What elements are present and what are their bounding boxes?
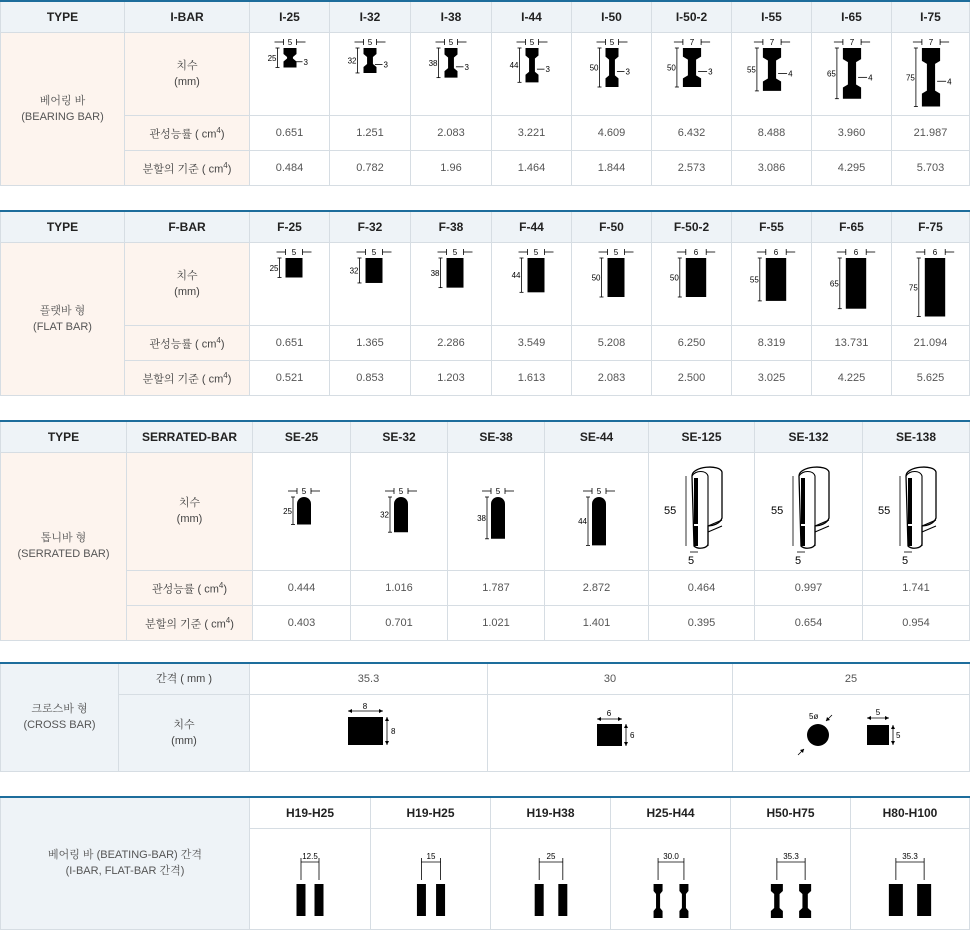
width-label: 5 [613, 247, 618, 257]
power: 4 [218, 580, 224, 590]
category-name-ko: 베어링 바 [39, 94, 86, 107]
cross-bar-table [0, 662, 970, 772]
moment-value: 13.731 [812, 325, 892, 360]
model-header: I-38 [411, 1, 492, 32]
section-value: 1.203 [411, 360, 492, 395]
moment-value: 3.549 [492, 325, 572, 360]
width-label: 5 [495, 487, 501, 496]
model-header: I-55 [732, 1, 812, 32]
diameter-label: 5ø [809, 711, 819, 721]
serrated-bar-diagram [351, 452, 448, 570]
category-name-en: (FLAT BAR) [33, 320, 92, 333]
height-label: 44 [577, 517, 587, 527]
bearing-bar-section [679, 884, 688, 918]
height-label: 32 [349, 265, 359, 275]
height-label: 38 [428, 58, 438, 68]
width-label: 5 [291, 247, 296, 257]
fbar-diagram [572, 242, 652, 325]
dimension-label [125, 32, 250, 115]
serrated-bar-shape [297, 497, 311, 525]
pitch-label: 35.3 [902, 851, 918, 861]
cross-bar-diagram [250, 694, 488, 771]
model-header: F-55 [732, 211, 812, 242]
category-name-ko: 베어링 바 (BEATING-BAR) 간격 [47, 849, 202, 862]
width-label: 5 [448, 37, 454, 47]
moment-value: 1.251 [330, 115, 411, 150]
i-bar-table [0, 0, 970, 186]
section-value: 2.573 [652, 150, 732, 185]
width-label: 5 [609, 37, 614, 47]
spacing-diagram [731, 828, 851, 929]
serrated-notch [815, 526, 829, 532]
category-label [1, 452, 127, 640]
model-header: SE-138 [863, 421, 970, 452]
moment-label-text: 관성능률 ( cm [151, 583, 219, 596]
ibar-diagram [492, 32, 572, 115]
height-label: 55 [878, 505, 891, 517]
category-label [1, 663, 119, 771]
dimension-label-text: 치수 [176, 269, 198, 282]
i-bar-shape [364, 48, 377, 73]
power: 4 [216, 125, 221, 135]
width-label: 6 [853, 247, 858, 257]
section-label-text: 분할의 기준 ( cm [142, 373, 224, 386]
round-and-square-bar [791, 703, 911, 763]
height-label: 75 [905, 72, 915, 82]
dimension-label [127, 452, 253, 570]
serrated-bar-table [0, 420, 970, 641]
height-label: 44 [509, 60, 518, 70]
section-label-text: 분할의 기준 ( cm [145, 618, 226, 631]
gap-label: 간격 ( mm ) [119, 663, 250, 694]
dimension-unit: (mm) [174, 285, 200, 298]
moment-value: 0.997 [755, 570, 863, 605]
section-value: 1.464 [492, 150, 572, 185]
serrated-notch [708, 526, 722, 532]
ibar-diagram [812, 32, 892, 115]
width-label: 5 [596, 487, 601, 496]
height-label: 38 [430, 268, 440, 278]
spacing-diagram [611, 828, 731, 929]
bar-type-name: I-BAR [125, 1, 250, 32]
moment-value: 3.221 [492, 115, 572, 150]
bearing-bar-section [770, 884, 782, 918]
serrated-bar-diagram [253, 452, 351, 570]
moment-value: 2.083 [411, 115, 492, 150]
section-label: 분할의 기준 ( $cm^4$) [127, 605, 253, 640]
section-label: 분할의 기준 ( $cm^4$) [125, 360, 250, 395]
width-label: 7 [769, 37, 774, 47]
bearing-bar-section [297, 884, 306, 916]
type-header: TYPE [1, 1, 125, 32]
serrated-bar-3d-diagram [863, 452, 970, 570]
height-label: 65 [829, 278, 839, 288]
spacing-diagram [371, 828, 491, 929]
height-label: 32 [380, 510, 389, 520]
height-label: 75 [908, 282, 918, 292]
i-bar-shape [283, 48, 296, 68]
model-header: H50-H75 [731, 797, 851, 828]
cross-bar-diagram [488, 694, 733, 771]
i-bar-shape [525, 48, 538, 82]
width-label: 5 [371, 247, 377, 257]
model-header: F-44 [492, 211, 572, 242]
dimension-unit: (mm) [174, 75, 200, 88]
flat-bar-shape [845, 258, 865, 309]
dimension-unit: (mm) [176, 513, 203, 525]
model-header: I-25 [250, 1, 330, 32]
bearing-bar-section [799, 884, 811, 918]
pitch-label: 12.5 [302, 851, 318, 861]
bearing-bar-section [889, 884, 903, 916]
ibar-diagram [330, 32, 411, 115]
ibar-diagram [652, 32, 732, 115]
height-label: 50 [666, 63, 676, 72]
height-label: 38 [477, 513, 486, 523]
flat-bar-shape [607, 258, 624, 297]
section-value: 0.954 [863, 605, 970, 640]
model-header: SE-38 [448, 421, 545, 452]
power: 4 [216, 335, 221, 345]
bearing-bar-section [315, 884, 324, 916]
model-header: H25-H44 [611, 797, 731, 828]
serrated-bar-shape [592, 497, 606, 545]
height-label: 8 [390, 726, 395, 736]
square-bar-6 [580, 703, 640, 763]
width-label: 5 [367, 37, 373, 47]
type-header: TYPE [1, 211, 125, 242]
flat-bar-shape [285, 258, 302, 278]
ibar-diagram [411, 32, 492, 115]
height-label: 32 [347, 55, 357, 65]
width-label: 7 [928, 37, 933, 47]
flat-bar-shape [366, 258, 383, 283]
section-value: 5.703 [892, 150, 970, 185]
gap-value: 25 [733, 663, 970, 694]
model-header: H19-H25 [371, 797, 491, 828]
model-header: SE-125 [649, 421, 755, 452]
moment-label: 관성능률 ( $cm^4$) [127, 570, 253, 605]
category-label [1, 797, 250, 929]
model-header: F-65 [812, 211, 892, 242]
section-value: 0.782 [330, 150, 411, 185]
category-name-ko: 플랫바 형 [39, 304, 86, 317]
moment-value: 6.250 [652, 325, 732, 360]
moment-value: 1.016 [351, 570, 448, 605]
section-value: 0.521 [250, 360, 330, 395]
spacing-diagram [851, 828, 970, 929]
serrated-bar-face [801, 478, 805, 524]
moment-value: 0.444 [253, 570, 351, 605]
section-value: 0.654 [755, 605, 863, 640]
width-label: 8 [362, 702, 367, 711]
bearing-bar-section [558, 884, 567, 916]
height-label: 55 [746, 64, 756, 74]
fbar-diagram [330, 242, 411, 325]
web-label: 4 [787, 68, 793, 78]
moment-value: 21.987 [892, 115, 970, 150]
dimension-label [119, 694, 250, 771]
width-label: 5 [533, 247, 538, 257]
model-header: I-50-2 [652, 1, 732, 32]
moment-value: 1.741 [863, 570, 970, 605]
model-header: SE-132 [755, 421, 863, 452]
bar-type-name: F-BAR [125, 211, 250, 242]
model-header: F-50-2 [652, 211, 732, 242]
section-value: 1.401 [545, 605, 649, 640]
type-header: TYPE [1, 421, 127, 452]
flat-bar-shape [765, 258, 785, 301]
moment-value: 8.488 [732, 115, 812, 150]
fbar-diagram [732, 242, 812, 325]
web-label: 4 [867, 72, 873, 82]
fbar-diagram [250, 242, 330, 325]
power: 4 [223, 160, 228, 170]
width-label: 6 [773, 247, 778, 257]
category-name-en: (BEARING BAR) [21, 110, 104, 123]
dimension-label-text: 치수 [178, 497, 201, 509]
ibar-diagram [892, 32, 970, 115]
width-label: 5 [287, 37, 292, 47]
model-header: F-38 [411, 211, 492, 242]
moment-value: 4.609 [572, 115, 652, 150]
height-label: 44 [511, 270, 520, 280]
pitch-label: 35.3 [782, 851, 799, 861]
section-value: 0.853 [330, 360, 411, 395]
round-bar [807, 724, 829, 746]
serrated-bar-diagram [448, 452, 545, 570]
height-label: 25 [267, 53, 276, 63]
spacing-diagram [491, 828, 611, 929]
fbar-diagram [892, 242, 970, 325]
web-label: 3 [545, 64, 550, 74]
category-label [1, 242, 125, 395]
section-value: 1.613 [492, 360, 572, 395]
width-label: 5 [794, 555, 801, 566]
i-bar-shape [921, 48, 939, 107]
flat-bar-shape [447, 258, 464, 288]
dimension-unit: (mm) [171, 734, 197, 747]
section-value: 4.225 [812, 360, 892, 395]
web-label: 3 [303, 57, 308, 67]
section-value: 2.500 [652, 360, 732, 395]
section-value: 3.086 [732, 150, 812, 185]
model-header: SE-44 [545, 421, 649, 452]
flat-bar-shape [527, 258, 544, 292]
model-header: F-50 [572, 211, 652, 242]
section-value: 3.025 [732, 360, 812, 395]
bar-type-name: SERRATED-BAR [127, 421, 253, 452]
model-header: I-65 [812, 1, 892, 32]
width-label: 5 [301, 487, 306, 496]
height-label: 55 [663, 505, 676, 517]
height-label: 50 [669, 273, 679, 282]
model-header: SE-25 [253, 421, 351, 452]
moment-value: 21.094 [892, 325, 970, 360]
i-bar-shape [605, 48, 618, 87]
moment-value: 3.960 [812, 115, 892, 150]
serrated-bar-face [908, 478, 912, 524]
moment-value: 2.872 [545, 570, 649, 605]
web-label: 3 [625, 67, 630, 76]
gap-value: 30 [488, 663, 733, 694]
bearing-bar-section [917, 884, 931, 916]
width-label: 5 [875, 707, 881, 717]
category-name-ko: 크로스바 형 [31, 703, 88, 716]
i-bar-shape [682, 48, 700, 87]
moment-value: 0.651 [250, 325, 330, 360]
width-label: 6 [932, 247, 937, 257]
model-header: H19-H25 [250, 797, 371, 828]
serrated-notch [922, 526, 936, 532]
section-value: 0.701 [351, 605, 448, 640]
width-label: 5 [452, 247, 458, 257]
section-value: 1.844 [572, 150, 652, 185]
section-value: 0.484 [250, 150, 330, 185]
bearing-bar-section [436, 884, 445, 916]
dimension-label-text: 치수 [173, 718, 195, 731]
serrated-bar-shape [491, 497, 505, 539]
width-label: 6 [693, 247, 698, 257]
model-header: F-75 [892, 211, 970, 242]
moment-label: 관성능률 ( $cm^4$) [125, 115, 250, 150]
category-label [1, 32, 125, 185]
category-name-ko: 톱니바 형 [40, 532, 87, 544]
section-value: 5.625 [892, 360, 970, 395]
square-bar-8 [334, 703, 404, 763]
height-label: 5 [896, 730, 901, 740]
moment-label-text: 관성능률 ( cm [149, 128, 217, 141]
dimension-label [125, 242, 250, 325]
height-label: 50 [589, 63, 598, 72]
category-name-en: (I-BAR, FLAT-BAR 간격) [65, 865, 185, 878]
serrated-bar-3d-diagram [755, 452, 863, 570]
web-label: 3 [383, 59, 388, 69]
moment-value: 0.651 [250, 115, 330, 150]
model-header: I-32 [330, 1, 411, 32]
width-label: 7 [849, 37, 854, 47]
ibar-diagram [250, 32, 330, 115]
model-header: H19-H38 [491, 797, 611, 828]
category-name-en: (SERRATED BAR) [17, 548, 110, 560]
section-value: 4.295 [812, 150, 892, 185]
moment-value: 6.432 [652, 115, 732, 150]
height-label: 25 [282, 506, 292, 516]
web-label: 4 [946, 76, 952, 86]
i-bar-shape [842, 48, 860, 99]
serrated-bar-shape [394, 497, 408, 532]
moment-value: 1.787 [448, 570, 545, 605]
width-label: 5 [687, 555, 694, 566]
dimension-label-text: 치수 [176, 59, 198, 72]
ibar-diagram [732, 32, 812, 115]
web-label: 3 [464, 62, 469, 72]
power: 4 [225, 615, 231, 625]
serrated-bar-face [908, 526, 912, 546]
section-value: 0.395 [649, 605, 755, 640]
moment-label: 관성능률 ( $cm^4$) [125, 325, 250, 360]
spacing-diagram [250, 828, 371, 929]
moment-value: 1.365 [330, 325, 411, 360]
f-bar-table [0, 210, 970, 396]
height-label: 6 [630, 730, 635, 740]
model-header: F-32 [330, 211, 411, 242]
serrated-bar-3d-diagram [649, 452, 755, 570]
fbar-diagram [652, 242, 732, 325]
model-header: I-75 [892, 1, 970, 32]
moment-label-text: 관성능률 ( cm [149, 338, 217, 351]
serrated-bar-diagram [545, 452, 649, 570]
moment-value: 2.286 [411, 325, 492, 360]
section-value: 2.083 [572, 360, 652, 395]
section-value: 0.403 [253, 605, 351, 640]
flat-bar-shape [924, 258, 944, 317]
serrated-bar-face [694, 526, 698, 546]
fbar-diagram [411, 242, 492, 325]
model-header: I-44 [492, 1, 572, 32]
section-label: 분할의 기준 ( $cm^4$) [125, 150, 250, 185]
pitch-label: 15 [426, 851, 435, 861]
i-bar-shape [762, 48, 780, 91]
i-bar-shape [445, 48, 458, 78]
height-label: 50 [591, 273, 600, 282]
gap-value: 35.3 [250, 663, 488, 694]
width-label: 5 [902, 555, 909, 566]
category-name-en: (CROSS BAR) [23, 719, 96, 732]
ibar-diagram [572, 32, 652, 115]
moment-value: 0.464 [649, 570, 755, 605]
cross-bar-diagram [733, 694, 970, 771]
model-header: SE-32 [351, 421, 448, 452]
serrated-bar-face [801, 526, 805, 546]
moment-value: 8.319 [732, 325, 812, 360]
fbar-diagram [492, 242, 572, 325]
bearing-bar-spacing-table [0, 796, 970, 930]
section-label-text: 분할의 기준 ( cm [142, 163, 224, 176]
height-label: 55 [770, 505, 783, 517]
width-label: 7 [689, 37, 694, 47]
section-value: 1.021 [448, 605, 545, 640]
fbar-diagram [812, 242, 892, 325]
height-label: 25 [269, 263, 278, 273]
pitch-label: 30.0 [662, 851, 679, 861]
flat-bar-shape [685, 258, 705, 297]
serrated-bar-face [694, 478, 698, 524]
model-header: F-25 [250, 211, 330, 242]
section-value: 1.96 [411, 150, 492, 185]
height-label: 55 [749, 274, 759, 284]
model-header: I-50 [572, 1, 652, 32]
bearing-bar-section [653, 884, 662, 918]
width-label: 6 [606, 708, 612, 718]
width-label: 5 [529, 37, 534, 47]
pitch-label: 25 [546, 851, 555, 861]
height-label: 65 [826, 68, 836, 78]
bearing-bar-section [534, 884, 543, 916]
square-bar [867, 725, 889, 745]
model-header: H80-H100 [851, 797, 970, 828]
power: 4 [223, 370, 228, 380]
web-label: 3 [707, 67, 713, 76]
bearing-bar-section [416, 884, 425, 916]
width-label: 5 [398, 487, 404, 496]
moment-value: 5.208 [572, 325, 652, 360]
